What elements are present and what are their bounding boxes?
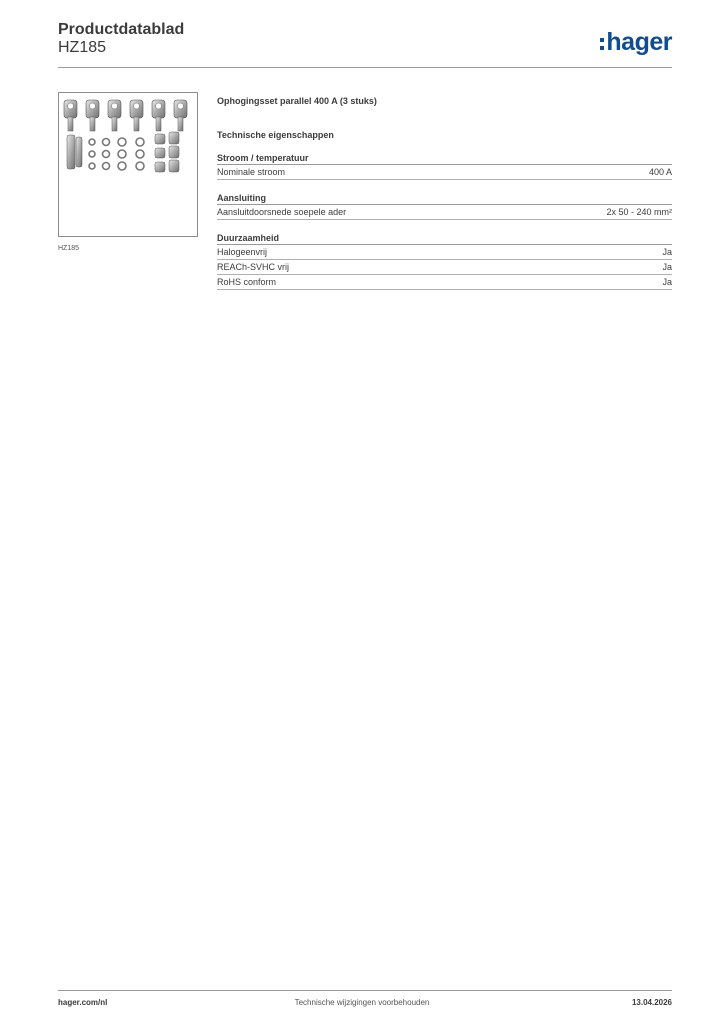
header-divider: [58, 67, 672, 68]
section-current-temperature: [217, 153, 672, 180]
washers: [89, 138, 144, 170]
footer-date: 13.04.2026: [631, 998, 672, 1007]
spec-content: [217, 96, 672, 290]
lug-shafts: [68, 117, 183, 131]
spec-value: Ja: [662, 247, 672, 257]
section-connection: [217, 193, 672, 220]
product-image: [58, 92, 198, 237]
tech-properties-heading: Technische eigenschappen: [217, 130, 334, 140]
nuts: [155, 132, 179, 172]
section-sustainability: [217, 233, 672, 290]
hager-logo: [600, 27, 672, 57]
section-title: Stroom / temperatuur: [217, 153, 672, 165]
spec-label: Nominale stroom: [217, 167, 286, 177]
product-parts-illustration: [59, 93, 197, 236]
spec-row: [217, 245, 672, 260]
product-code: HZ185: [58, 39, 107, 56]
spec-label: Aansluitdoorsnede soepele ader: [217, 207, 347, 217]
cable-lugs: [64, 100, 187, 118]
spec-value: 2x 50 - 240 mm²: [606, 207, 672, 217]
bolts: [67, 135, 82, 169]
spec-value: 400 A: [648, 167, 672, 177]
spec-label: Halogeenvrij: [217, 247, 268, 257]
footer-disclaimer: Technische wijzigingen voorbehouden: [294, 998, 430, 1007]
spec-row: [217, 260, 672, 275]
section-title: Duurzaamheid: [217, 233, 672, 245]
spec-label: RoHS conform: [217, 277, 277, 287]
lug-holes: [68, 103, 184, 109]
footer-divider: [58, 990, 672, 991]
spec-label: REACh-SVHC vrij: [217, 262, 290, 272]
spec-row: [217, 165, 672, 180]
spec-row: [217, 275, 672, 290]
product-name: Ophogingsset parallel 400 A (3 stuks): [217, 96, 377, 106]
logo-colon-icon: [600, 38, 604, 50]
spec-value: Ja: [662, 277, 672, 287]
section-title: Aansluiting: [217, 193, 672, 205]
logo-text: hager: [606, 27, 672, 56]
footer-website-link[interactable]: hager.com/nl: [58, 998, 108, 1007]
spec-row: [217, 205, 672, 220]
spec-value: Ja: [662, 262, 672, 272]
image-caption: HZ185: [58, 245, 80, 252]
document-title: Productdatablad: [58, 21, 185, 38]
